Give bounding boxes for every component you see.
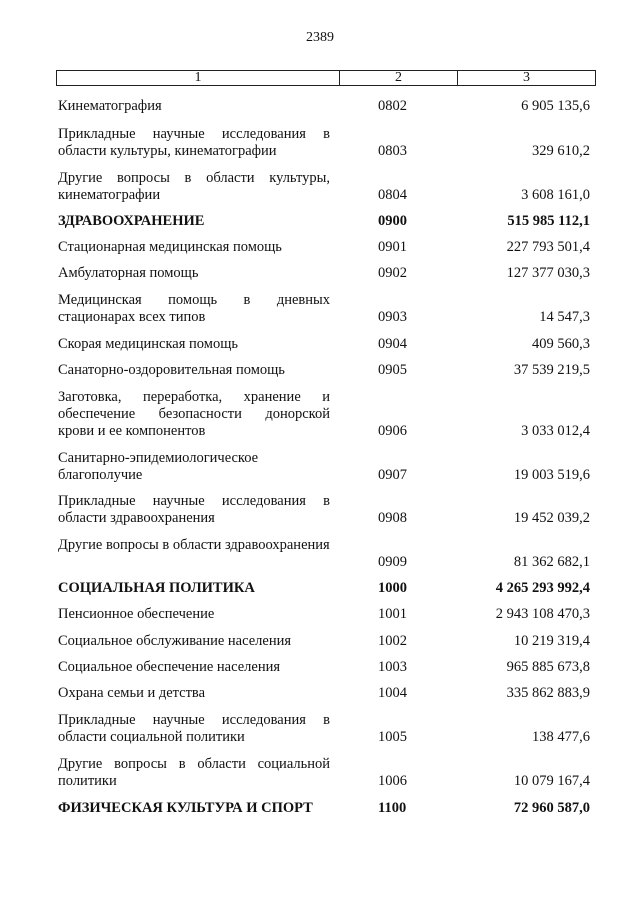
row-name: Прикладные научные исследования в области здравоохранения [58,493,330,526]
row-code: 1003 [378,659,407,675]
table-header [56,70,596,86]
row-name: Санаторно-оздоровительная помощь [58,362,285,378]
row-name: Охрана семьи и детства [58,685,206,701]
page-number: 2389 [306,30,334,45]
row-amount: 10 079 167,4 [513,773,590,789]
row-name: Другие вопросы в области социальной политики [58,756,330,789]
row-code: 1005 [378,729,407,745]
row-name: Стационарная медицинская помощь [58,239,282,255]
row-code: 0909 [378,554,407,570]
row-amount: 3 033 012,4 [521,423,590,439]
row-amount: 329 610,2 [532,143,590,159]
row-amount: 37 539 219,5 [513,362,590,378]
row-amount: 19 452 039,2 [513,510,590,526]
row-name: Другие вопросы в области здравоохранения [58,537,330,553]
row-amount: 4 265 293 992,4 [495,580,590,596]
row-code: 1004 [378,685,407,701]
row-name: Социальное обслуживание населения [58,633,292,649]
row-name: СОЦИАЛЬНАЯ ПОЛИТИКА [58,580,255,596]
row-amount: 409 560,3 [532,336,590,352]
row-amount: 81 362 682,1 [513,554,590,570]
header-col-2: 2 [340,71,458,85]
row-amount: 72 960 587,0 [513,800,590,816]
row-code: 1002 [378,633,407,649]
row-name: Социальное обеспечение населения [58,659,281,675]
row-name: Прикладные научные исследования в области социальной политики [58,712,330,745]
row-name: Кинематография [58,98,162,114]
row-name: Амбулаторная помощь [58,265,199,281]
row-code: 0908 [378,510,407,526]
row-name: Прикладные научные исследования в области культуры, кинематографии [58,126,330,159]
row-amount: 14 547,3 [539,309,590,325]
header-col-1: 1 [57,71,340,85]
row-amount: 965 885 673,8 [506,659,590,675]
row-code: 0905 [378,362,407,378]
row-code: 0904 [378,336,407,352]
row-name: ФИЗИЧЕСКАЯ КУЛЬТУРА И СПОРТ [58,800,313,816]
row-code: 0906 [378,423,407,439]
row-code: 1001 [378,606,407,622]
row-amount: 6 905 135,6 [521,98,590,114]
row-name: ЗДРАВООХРАНЕНИЕ [58,213,205,229]
row-amount: 335 862 883,9 [506,685,590,701]
row-code: 0803 [378,143,407,159]
row-amount: 138 477,6 [532,729,590,745]
row-code: 0903 [378,309,407,325]
row-amount: 19 003 519,6 [513,467,590,483]
row-code: 1000 [378,580,407,596]
row-code: 1100 [378,800,407,816]
row-code: 0901 [378,239,407,255]
row-name: Пенсионное обеспечение [58,606,215,622]
row-code: 0907 [378,467,407,483]
row-code: 0802 [378,98,407,114]
row-amount: 3 608 161,0 [521,187,590,203]
row-name: Медицинская помощь в дневных стационарах всех типов [58,292,330,325]
row-name: Скорая медицинская помощь [58,336,238,352]
header-col-3: 3 [523,70,530,85]
row-code: 0902 [378,265,407,281]
row-code: 0900 [378,213,407,229]
row-amount: 515 985 112,1 [507,213,590,229]
row-amount: 127 377 030,3 [506,265,590,281]
row-amount: 2 943 108 470,3 [495,606,590,622]
row-amount: 10 219 319,4 [513,633,590,649]
row-name: Другие вопросы в области культуры, кинематографии [58,170,330,203]
row-code: 0804 [378,187,407,203]
row-amount: 227 793 501,4 [506,239,590,255]
row-name: Санитарно-эпидемиологическое благополучие [58,450,259,483]
row-name: Заготовка, переработка, хранение и обеспечение безопасности донорской крови и ее компонентов [58,389,330,439]
row-code: 1006 [378,773,407,789]
